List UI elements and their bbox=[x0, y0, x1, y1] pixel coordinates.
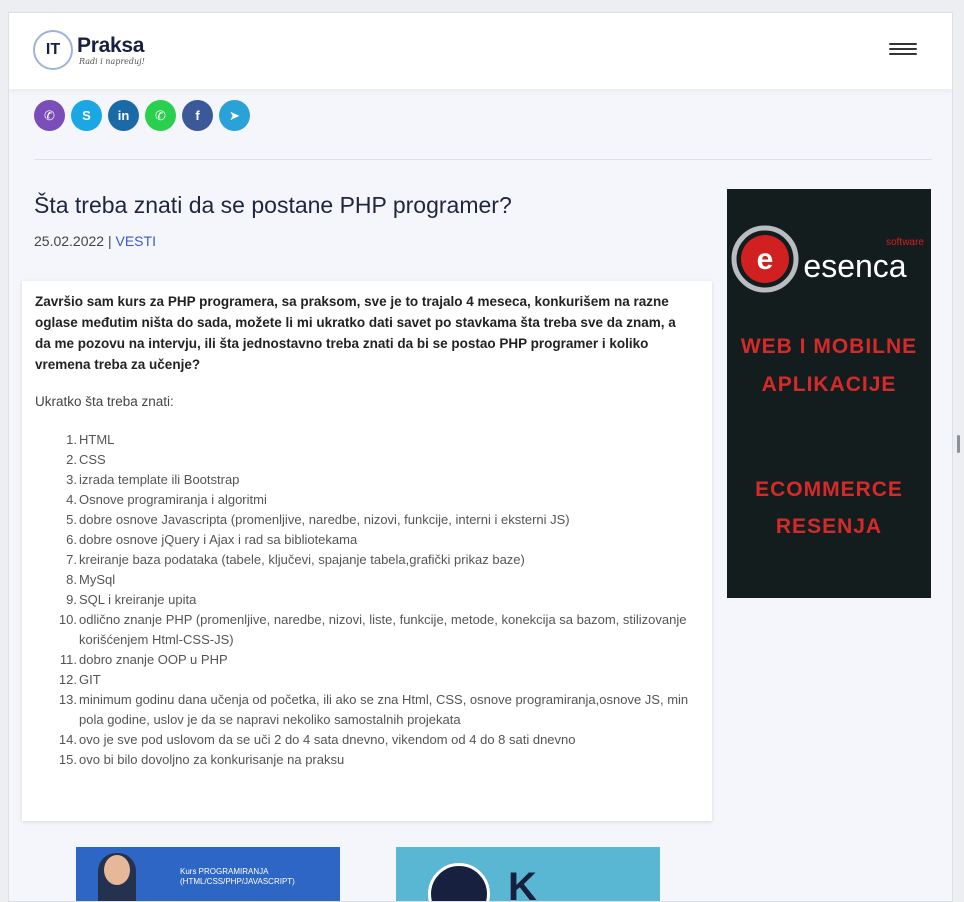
list-item-number: 14. bbox=[58, 732, 77, 747]
ad-line-1: WEB I MOBILNE bbox=[740, 335, 918, 358]
question-text: Završio sam kurs za PHP programera, sa praksom, sve je to trajalo 4 meseca, konkurišem na razne oglase međutim ništa do sada, možete li mi ukratko dati savet po stavkama šta treba sve da znam, a da me pozovu na intervju, ili šta jednostavno treba znati da bi se postao PHP programer i koliko vremena treba za učenje? bbox=[35, 294, 676, 372]
course-banner-text: Kurs PROGRAMIRANJA (HTML/CSS/PHP/JAVASCRIPT) bbox=[180, 867, 295, 886]
logo-badge: IT bbox=[33, 30, 73, 70]
article-content bbox=[22, 281, 712, 821]
ad-line-3: ECOMMERCE bbox=[755, 478, 903, 501]
list-item bbox=[37, 530, 697, 550]
list-item bbox=[37, 610, 697, 650]
list-item bbox=[37, 450, 697, 470]
list-item-text: dobre osnove jQuery i Ajax i rad sa bibliotekama bbox=[79, 532, 358, 547]
ad-line-4: RESENJA bbox=[775, 515, 883, 538]
list-item bbox=[37, 510, 697, 530]
svg-text:software: software bbox=[886, 237, 924, 248]
list-item bbox=[37, 730, 697, 750]
list-item-number: 10. bbox=[58, 612, 77, 627]
list-item bbox=[37, 670, 697, 690]
article-title: Šta treba znati da se postane PHP programer? bbox=[34, 192, 512, 218]
list-item-number: 5. bbox=[66, 512, 77, 527]
skype-icon[interactable]: S bbox=[71, 100, 102, 131]
list-item-text: GIT bbox=[79, 672, 101, 687]
list-item-number: 9. bbox=[66, 592, 77, 607]
list-item-text: MySql bbox=[79, 572, 116, 587]
list-item-text: kreiranje baza podataka (tabele, ključevi, spajanje tabela,grafički prikaz baze) bbox=[79, 552, 525, 567]
list-item-number: 3. bbox=[66, 472, 77, 487]
logo-tagline: Radi i napreduj! bbox=[79, 56, 145, 66]
article-meta bbox=[34, 233, 156, 249]
list-item-number: 15. bbox=[58, 752, 77, 767]
list-item bbox=[37, 570, 697, 590]
list-item-number: 11. bbox=[59, 652, 77, 667]
list-item-number: 2. bbox=[66, 452, 77, 467]
list-item-text: CSS bbox=[79, 452, 106, 467]
list-item-text: dobro znanje OOP u PHP bbox=[79, 652, 228, 667]
list-item-number: 7. bbox=[66, 552, 77, 567]
list-item-number: 1. bbox=[66, 432, 77, 447]
list-item bbox=[37, 590, 697, 610]
svg-text:esenca: esenca bbox=[803, 248, 907, 284]
esenca-logo bbox=[727, 219, 931, 299]
list-item bbox=[37, 690, 697, 730]
list-item-number: 8. bbox=[66, 572, 77, 587]
list-item-number: 4. bbox=[66, 492, 77, 507]
list-item-text: minimum godinu dana učenja od početka, ili ako se zna Html, CSS, osnove programiranja,osnove JS, min pola godine, uslov je da se napravi nekoliko samostalnih projekata bbox=[79, 692, 689, 727]
ad-line-2: APLIKACIJE bbox=[761, 373, 897, 396]
list-item bbox=[37, 550, 697, 570]
menu-icon[interactable] bbox=[889, 43, 917, 59]
telegram-icon[interactable]: ➤ bbox=[219, 100, 250, 131]
svg-text:e: e bbox=[756, 243, 774, 276]
facebook-icon[interactable]: f bbox=[182, 100, 213, 131]
list-item-number: 13. bbox=[58, 692, 77, 707]
list-item-number: 6. bbox=[66, 532, 77, 547]
list-item-text: ovo bi bilo dovoljno za konkurisanje na praksu bbox=[79, 752, 345, 767]
list-item-text: izrada template ili Bootstrap bbox=[79, 472, 240, 487]
linkedin-icon[interactable]: in bbox=[108, 100, 139, 131]
list-item-text: odlično znanje PHP (promenljive, naredbe, nizovi, liste, funkcije, metode, konekcija sa bazom, stilizovanje korišćenjem Html-CSS-JS) bbox=[79, 612, 687, 647]
course-banner[interactable] bbox=[76, 847, 340, 902]
list-item-text: Osnove programiranja i algoritmi bbox=[79, 492, 267, 507]
it-badge bbox=[428, 863, 490, 902]
intro-text: Ukratko šta treba znati: bbox=[35, 394, 174, 409]
list-item-text: SQL i kreiranje upita bbox=[79, 592, 197, 607]
divider bbox=[34, 159, 932, 160]
logo-name: Praksa bbox=[77, 33, 145, 57]
site-header bbox=[9, 13, 952, 89]
list-item bbox=[37, 650, 697, 670]
article-date: 25.02.2022 bbox=[34, 233, 105, 249]
esenca-ad-banner[interactable] bbox=[727, 189, 931, 598]
list-item-text: dobre osnove Javascripta (promenljive, naredbe, nizovi, funkcije, interni i eksterni JS) bbox=[79, 512, 570, 527]
share-buttons bbox=[34, 100, 256, 131]
list-item bbox=[37, 470, 697, 490]
list-item-text: HTML bbox=[79, 432, 115, 447]
site-logo[interactable] bbox=[33, 28, 145, 72]
list-item bbox=[37, 430, 697, 450]
page-frame bbox=[8, 12, 953, 902]
list-item bbox=[37, 490, 697, 510]
scrollbar-thumb[interactable] bbox=[957, 435, 960, 453]
list-item-text: ovo je sve pod uslovom da se uči 2 do 4 sata dnevno, vikendom od 4 do 8 sati dnevno bbox=[79, 732, 576, 747]
list-item bbox=[37, 750, 697, 770]
meta-separator: | bbox=[107, 233, 112, 249]
category-link[interactable]: VESTI bbox=[115, 233, 156, 249]
itpraksa-banner-text: K bbox=[508, 865, 537, 902]
list-item-number: 12. bbox=[58, 672, 77, 687]
itpraksa-banner[interactable] bbox=[396, 847, 660, 902]
viber-icon[interactable]: ✆ bbox=[34, 100, 65, 131]
steps-list bbox=[37, 430, 697, 770]
whatsapp-icon[interactable]: ✆ bbox=[145, 100, 176, 131]
